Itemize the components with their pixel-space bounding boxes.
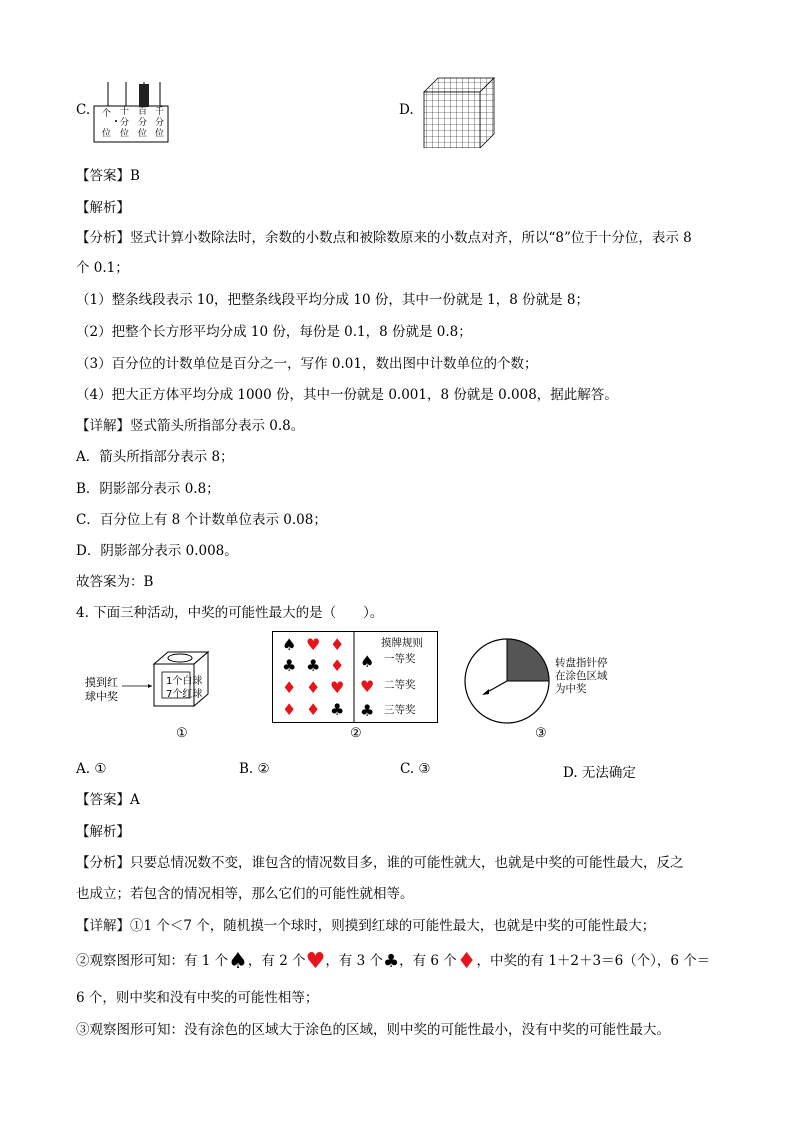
abacus-col-2: 十 — [120, 107, 130, 117]
svg-text:位: 位 — [102, 129, 112, 139]
card-diamond: ♦ — [306, 700, 321, 719]
q4-detail-2: ②观察图形可知：有 1 个♠，有 2 个♥，有 3 个♣，有 6 个♦，中奖的有 1＋2＋3＝6（个），6 个＝ — [76, 949, 711, 974]
inline-heart-icon: ♥ — [305, 949, 326, 974]
svg-text:分: 分 — [155, 118, 165, 128]
spinner-shaded-sector — [507, 639, 549, 681]
thousand-cube-figure — [420, 76, 496, 148]
q3-opt-b: B．阴影部分表示 0.8； — [76, 481, 220, 497]
abacus-col-1: 个 — [102, 109, 112, 119]
card-club: ♣ — [306, 656, 321, 675]
abacus-col-4: 千 — [155, 107, 165, 117]
q4-detail-1: 【详解】①1 个＜7 个，随机摸一个球时，则摸到红球的可能性最大，也就是中奖的可能性最大； — [76, 918, 656, 934]
card-diamond: ♦ — [282, 678, 297, 697]
q3-item-4: （4）把大正方体平均分成 1000 份，其中一份就是 0.001，8 份就是 0.008，据此解答。 — [76, 387, 618, 403]
svg-text:分: 分 — [120, 118, 130, 128]
q3-item-2: （2）把整个长方形平均分成 10 份，每份是 0.1，8 份就是 0.8； — [76, 324, 472, 340]
card-diamond: ♦ — [330, 656, 345, 675]
card-heart: ♥ — [330, 678, 345, 697]
box-contents: 1个白球 7个红球 — [166, 676, 203, 700]
spinner-figure — [462, 636, 552, 726]
svg-text:位: 位 — [120, 129, 130, 139]
card-club: ♣ — [330, 700, 345, 719]
q4-detail-2-cont: 6 个，则中奖和没有中奖的可能性相等； — [76, 990, 319, 1006]
fig1-number: ① — [176, 726, 188, 741]
card-club: ♣ — [282, 656, 297, 675]
option-c-label: C. — [76, 102, 91, 118]
svg-text:位: 位 — [138, 129, 148, 139]
option-d-label: D. — [399, 102, 414, 118]
choice-d: D. 无法确定 — [563, 765, 636, 781]
q3-answer: 【答案】B — [76, 168, 140, 184]
prize-1: 一等奖 — [384, 653, 416, 665]
rule-club: ♣ — [360, 701, 375, 720]
q4-analysis-tag: 【解析】 — [76, 824, 130, 840]
fig1-side-label: 摸到红 球中奖 — [85, 676, 118, 703]
q3-detail: 【详解】竖式箭头所指部分表示 0.8。 — [76, 418, 305, 434]
q3-item-3: （3）百分位的计数单位是百分之一，写作 0.01，数出图中计数单位的个数； — [76, 356, 538, 372]
rule-spade: ♠ — [360, 652, 375, 671]
q3-analysis-tag: 【解析】 — [76, 200, 130, 216]
abacus-col-3: 百 — [138, 107, 148, 117]
choice-b: B. ② — [239, 761, 270, 777]
card-diamond: ♦ — [330, 635, 345, 654]
prize-2: 二等奖 — [384, 679, 416, 691]
q3-opt-c: C．百分位上有 8 个计数单位表示 0.08； — [76, 512, 327, 528]
card-diamond: ♦ — [306, 678, 321, 697]
spinner-label: 转盘指针停 在涂色区域 为中奖 — [555, 657, 608, 695]
svg-text:位: 位 — [155, 129, 165, 139]
q4-detail-3: ③观察图形可知：没有涂色的区域大于涂色的区域，则中奖的可能性最小，没有中奖的可能性最大。 — [76, 1022, 670, 1038]
rules-title: 摸牌规则 — [381, 637, 423, 649]
svg-text:分: 分 — [138, 118, 148, 128]
choice-c: C. ③ — [400, 761, 431, 777]
fig3-number: ③ — [535, 726, 547, 741]
fig2-number: ② — [350, 726, 362, 741]
q4-fenxi-2: 也成立；若包含的情况相等，那么它们的可能性就相等。 — [76, 886, 414, 902]
q3-opt-a: A．箭头所指部分表示 8； — [76, 449, 234, 465]
choice-a: A. ① — [76, 761, 107, 777]
rule-heart: ♥ — [360, 677, 375, 696]
card-spade: ♠ — [282, 635, 297, 654]
q3-fenxi-1: 【分析】竖式计算小数除法时，余数的小数点和被除数原来的小数点对齐，所以“8”位于十分位，表示 8 — [76, 230, 692, 246]
q3-item-1: （1）整条线段表示 10，把整条线段平均分成 10 份，其中一份就是 1，8 份就是 8； — [76, 292, 589, 308]
q3-opt-d: D．阴影部分表示 0.008。 — [76, 543, 238, 559]
inline-spade-icon: ♠ — [228, 949, 248, 974]
inline-club-icon: ♣ — [382, 951, 400, 972]
card-diamond: ♦ — [282, 700, 297, 719]
q3-conclusion: 故答案为：B — [76, 574, 154, 590]
card-heart: ♥ — [306, 635, 321, 654]
q4-answer: 【答案】A — [76, 792, 140, 808]
abacus-beads — [139, 84, 149, 107]
q4-stem: 4. 下面三种活动，中奖的可能性最大的是（ ）。 — [76, 605, 384, 621]
abacus-figure — [92, 78, 172, 144]
q4-fenxi-1: 【分析】只要总情况数不变，谁包含的情况数目多，谁的可能性就大，也就是中奖的可能性最大，反之 — [76, 855, 684, 871]
inline-diamond-icon: ♦ — [456, 949, 477, 974]
q3-fenxi-2: 个 0.1； — [76, 260, 129, 276]
prize-3: 三等奖 — [384, 704, 416, 716]
